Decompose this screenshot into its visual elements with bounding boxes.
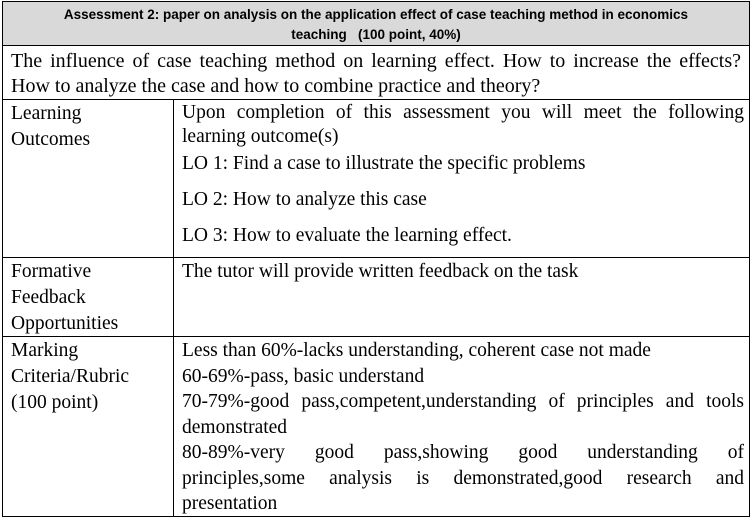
learning-outcomes-label bbox=[3, 100, 174, 257]
label-line: Criteria/Rubric bbox=[11, 366, 130, 387]
formative-feedback-row bbox=[3, 258, 749, 337]
learning-outcomes-content bbox=[174, 100, 749, 257]
marking-criteria-row bbox=[3, 337, 749, 516]
outcomes-intro: Upon completion of this assessment you will meet the following learning outcome(s) bbox=[182, 102, 744, 147]
feedback-text: The tutor will provide written feedback on the task bbox=[182, 261, 579, 282]
label-line: Learning bbox=[11, 103, 82, 124]
label-line: Opportunities bbox=[11, 313, 119, 334]
outcome-lo3: LO 3: How to evaluate the learning effect. bbox=[182, 225, 512, 246]
learning-outcomes-row bbox=[3, 100, 749, 258]
label-line: (100 point) bbox=[11, 392, 99, 413]
outcome-lo1: LO 1: Find a case to illustrate the specific problems bbox=[182, 153, 586, 174]
task-description: The influence of case teaching method on learning effect. How to increase the effects? How to analyze the case and how to combine practice and theory? bbox=[3, 46, 749, 100]
criterion-80-89: 80-89%-very good pass,showing good understanding of principles,some analysis is demonstrated,good research and presentation bbox=[182, 442, 744, 514]
header-line-1: Assessment 2: paper on analysis on the application effect of case teaching method in economics bbox=[63, 7, 689, 22]
criterion-below-60: Less than 60%-lacks understanding, coherent case not made bbox=[182, 340, 651, 361]
marking-criteria-content bbox=[174, 337, 749, 516]
criterion-60-69: 60-69%-pass, basic understand bbox=[182, 365, 425, 387]
assessment-table bbox=[2, 1, 750, 517]
marking-criteria-label bbox=[3, 337, 174, 516]
label-line: Feedback bbox=[11, 287, 86, 308]
label-line: Outcomes bbox=[11, 129, 91, 150]
formative-feedback-content bbox=[174, 258, 749, 336]
label-line: Formative bbox=[11, 261, 92, 282]
assessment-header bbox=[3, 2, 749, 46]
formative-feedback-label bbox=[3, 258, 174, 336]
label-line: Marking bbox=[11, 340, 79, 361]
criterion-70-79: 70-79%-good pass,competent,understanding of principles and tools demonstrated bbox=[182, 391, 744, 438]
outcome-lo2: LO 2: How to analyze this case bbox=[182, 189, 427, 210]
header-line-2: teaching (100 point, 40%) bbox=[291, 27, 461, 42]
